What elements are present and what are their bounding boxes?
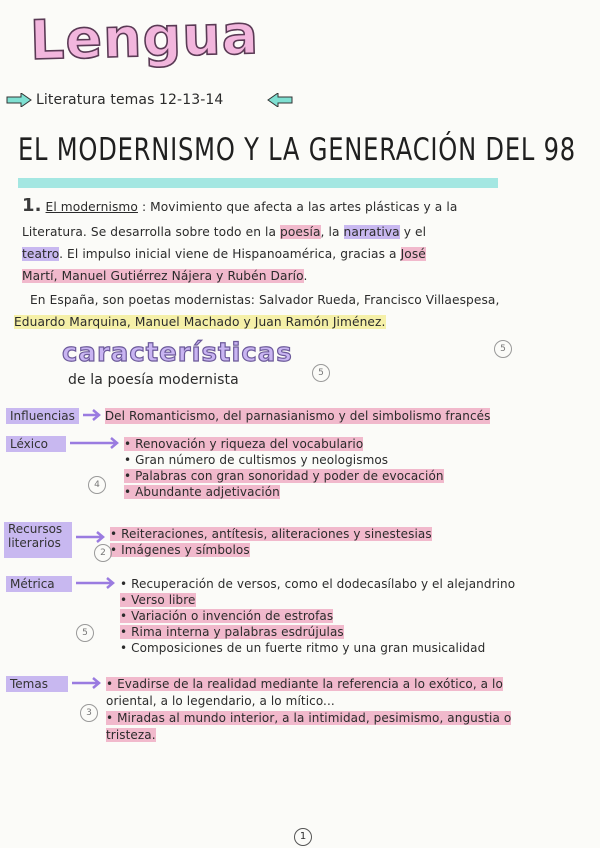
highlight-poets: Eduardo Marquina, Manuel Machado y Juan Ramón Jiménez. (14, 315, 386, 329)
list-item: • Evadirse de la realidad mediante la referencia a lo exótico, a lo (106, 677, 503, 691)
list-temas (106, 676, 511, 744)
intro-text-1: : Movimiento que afecta a las artes plásticas y a la (141, 200, 458, 214)
arrow-left-icon (267, 93, 293, 107)
row-lexico (6, 436, 444, 500)
intro-text-3b: . El impulso inicial viene de Hispanoamérica, gracias a (59, 247, 401, 261)
list-item: • Reiteraciones, antítesis, aliteraciones y sinestesias (110, 527, 432, 541)
topic-line (6, 92, 293, 108)
arrow-right-icon (72, 676, 102, 690)
term-modernismo: El modernismo (45, 200, 138, 214)
score-mark: 2 (94, 544, 112, 562)
caracteristicas-subtitle: de la poesía modernista (68, 372, 239, 388)
intro-text-4b: . (303, 269, 308, 283)
list-item: • Palabras con gran sonoridad y poder de evocación (124, 469, 444, 483)
list-metrica (120, 576, 515, 656)
intro-text-2e: y el (399, 225, 427, 239)
list-influencias (105, 408, 491, 424)
highlight-narrativa: narrativa (343, 225, 400, 239)
section-heading: EL MODERNISMO Y LA GENERACIÓN DEL 98 (18, 132, 576, 168)
arrow-right-icon (76, 576, 116, 590)
list-item: • Recuperación de versos, como el dodecasílabo y el alejandrino (120, 577, 516, 591)
arrow-right-icon (70, 436, 120, 450)
list-item: • Abundante adjetivación (124, 485, 280, 499)
score-mark: 5 (312, 364, 330, 382)
intro-text-2c: , la (320, 225, 344, 239)
page-number: 1 (294, 828, 312, 846)
arrow-right-icon (76, 530, 106, 544)
score-mark: 3 (80, 704, 98, 722)
score-mark: 5 (494, 340, 512, 358)
intro-line-4 (22, 266, 308, 286)
row-metrica (6, 576, 515, 656)
list-item: • Gran número de cultismos y neologismos (124, 453, 389, 467)
list-item: • Imágenes y símbolos (110, 543, 250, 557)
score-mark: 4 (88, 476, 106, 494)
list-recursos (110, 526, 432, 558)
row-recursos (4, 522, 432, 558)
intro-line-5: En España, son poetas modernistas: Salvador Rueda, Francisco Villaespesa, (30, 293, 500, 307)
tag-temas: Temas (6, 676, 68, 692)
section-number: 1. (22, 195, 42, 216)
heading-highlight (18, 178, 498, 188)
list-item: oriental, a lo legendario, a lo mítico... (106, 694, 335, 708)
intro-line-1 (22, 196, 457, 217)
highlight-jose: José (400, 247, 426, 261)
intro-line-3 (22, 244, 426, 264)
tag-lexico: Léxico (6, 436, 66, 452)
highlight-poesia: poesía (280, 225, 321, 239)
list-item: • Variación o invención de estrofas (120, 609, 334, 623)
intro-text-2a: Literatura. Se desarrolla sobre todo en la (22, 225, 281, 239)
tag-recursos: Recursos literarios (4, 522, 72, 558)
page-title: Lengua (29, 3, 260, 72)
intro-line-6 (14, 312, 386, 332)
list-item: • Composiciones de un fuerte ritmo y una gran musicalidad (120, 641, 486, 655)
list-item: • Renovación y riqueza del vocabulario (124, 437, 364, 451)
score-mark: 5 (76, 624, 94, 642)
list-item: • Rima interna y palabras esdrújulas (120, 625, 344, 639)
highlight-authors: Martí, Manuel Gutiérrez Nájera y Rubén Darío (22, 269, 304, 283)
tag-metrica: Métrica (6, 576, 72, 592)
tag-influencias: Influencias (6, 408, 79, 424)
list-item: Del Romanticismo, del parnasianismo y del simbolismo francés (104, 409, 491, 423)
list-item: • Miradas al mundo interior, a la intimidad, pesimismo, angustia o (106, 711, 512, 725)
arrow-right-icon (6, 93, 32, 107)
topic-text: Literatura temas 12-13-14 (36, 92, 224, 108)
arrow-right-icon (83, 408, 101, 422)
list-item: tristeza. (106, 728, 156, 742)
row-influencias (6, 408, 490, 424)
list-lexico (124, 436, 444, 500)
caracteristicas-title: características (62, 338, 293, 368)
highlight-teatro: teatro (22, 247, 60, 261)
list-item: • Verso libre (120, 593, 196, 607)
intro-line-2 (22, 222, 426, 242)
